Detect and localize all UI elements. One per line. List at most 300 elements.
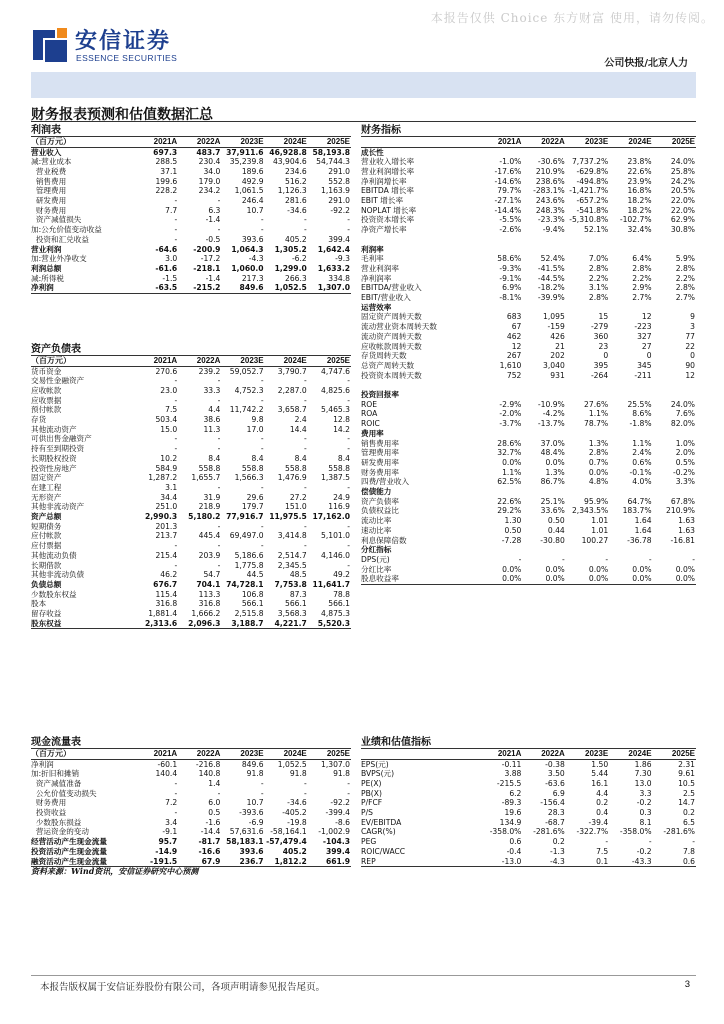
ratios-cell: 210.9% bbox=[666, 506, 696, 516]
page-number: 3 bbox=[684, 979, 690, 990]
ratios-cell: 0.0% bbox=[522, 574, 565, 584]
table-row bbox=[31, 541, 351, 551]
ratios-row-label: 投资资本周转天数 bbox=[361, 370, 422, 380]
ratios-cell: 462 bbox=[506, 331, 522, 341]
ratios-row-label: 投资资本增长率 bbox=[361, 215, 415, 225]
valuation-cell: -4.3 bbox=[522, 857, 565, 867]
ratios-cell: 2.0% bbox=[675, 448, 696, 458]
ratios-cell: 1.64 bbox=[634, 525, 652, 535]
ratios-cell bbox=[653, 235, 696, 245]
balance-cell: 558.8 bbox=[328, 463, 350, 473]
cashflow-cell: 3.4 bbox=[165, 817, 178, 827]
valuation-cell: - bbox=[648, 837, 652, 847]
valuation-cell: -358.0% bbox=[619, 827, 652, 837]
income-cell: 1,305.2 bbox=[274, 244, 307, 254]
balance-cell: 2,514.7 bbox=[277, 550, 307, 560]
balance-year-header: 2022A bbox=[178, 355, 221, 366]
balance-cell: 239.2 bbox=[198, 366, 221, 376]
ratios-cell: 1.01 bbox=[591, 525, 609, 535]
table-row bbox=[361, 468, 696, 478]
balance-cell: - bbox=[217, 521, 221, 531]
income-cell: -200.9 bbox=[193, 244, 221, 254]
ratios-cell: 1.3% bbox=[545, 467, 565, 477]
cashflow-cell: - bbox=[174, 778, 178, 788]
ratios-cell bbox=[479, 487, 522, 497]
balance-cell: - bbox=[304, 541, 307, 551]
ratios-cell: 12 bbox=[511, 341, 522, 351]
ratios-cell bbox=[609, 147, 652, 157]
valuation-row-label: EV/EBITDA bbox=[361, 817, 402, 827]
cashflow-cell: 399.4 bbox=[325, 846, 350, 856]
income-cell: - bbox=[260, 215, 264, 225]
cashflow-row-label: 融资活动产生现金流量 bbox=[31, 857, 135, 867]
ratios-row-label: EBITDA/营业收入 bbox=[361, 283, 422, 293]
income-row-label: 营业收入 bbox=[31, 147, 62, 157]
balance-cell: - bbox=[174, 444, 178, 454]
ratios-cell: 0.50 bbox=[547, 516, 565, 526]
valuation-row-label: EPS(元) bbox=[361, 759, 389, 769]
ratios-cell: -30.80 bbox=[540, 535, 565, 545]
table-row bbox=[361, 789, 696, 799]
logo-name: 安信证券 bbox=[75, 29, 172, 54]
income-cell: 43,904.6 bbox=[272, 157, 307, 167]
ratios-cell: 58.6% bbox=[497, 254, 522, 264]
balance-cell: 12.8 bbox=[333, 415, 350, 425]
table-row bbox=[31, 779, 351, 789]
ratios-cell: 0.50 bbox=[504, 525, 522, 535]
cashflow-cell: - bbox=[347, 788, 350, 798]
table-row bbox=[361, 283, 696, 293]
balance-cell: - bbox=[304, 376, 307, 386]
balance-cell: 74,728.1 bbox=[226, 579, 264, 589]
ratios-cell bbox=[609, 245, 652, 255]
income-year-header: 2023E bbox=[221, 136, 264, 147]
ratios-cell: 4.8% bbox=[588, 477, 609, 487]
cashflow-cell: -58,164.1 bbox=[270, 827, 307, 837]
ratios-cell: 0.0% bbox=[502, 564, 522, 574]
balance-cell: 213.7 bbox=[155, 531, 178, 541]
income-cell: 234.6 bbox=[285, 166, 307, 176]
balance-cell: 5,186.6 bbox=[234, 550, 264, 560]
table-row bbox=[361, 565, 696, 575]
valuation-cell: 8.1 bbox=[639, 817, 652, 827]
ratios-cell: -2.9% bbox=[499, 399, 522, 409]
table-row bbox=[31, 570, 351, 580]
income-cell: 1,163.9 bbox=[321, 186, 350, 196]
balance-cell: 34.4 bbox=[160, 492, 178, 502]
table-row bbox=[361, 225, 696, 235]
cashflow-cell: -191.5 bbox=[135, 857, 178, 867]
valuation-year-header: 2025E bbox=[653, 748, 696, 759]
balance-cell: 46.2 bbox=[160, 570, 178, 580]
table-row bbox=[361, 303, 696, 313]
ratios-cell: 0.44 bbox=[547, 525, 565, 535]
ratios-row-label: 应收帐款周转天数 bbox=[361, 341, 422, 351]
table-row bbox=[361, 837, 696, 847]
table-row bbox=[31, 366, 351, 376]
ratios-cell: 3,040 bbox=[543, 360, 565, 370]
balance-cell: - bbox=[260, 521, 264, 531]
table-row bbox=[361, 274, 696, 284]
ratios-cell: -27.1% bbox=[494, 196, 522, 206]
ratios-cell: 248.3% bbox=[535, 205, 565, 215]
table-row bbox=[31, 493, 351, 503]
balance-cell: 503.4 bbox=[155, 415, 178, 425]
table-row bbox=[361, 186, 696, 196]
balance-row-label: 在建工程 bbox=[31, 482, 62, 492]
table-row bbox=[31, 847, 351, 857]
valuation-cell: 10.5 bbox=[678, 778, 696, 788]
ratios-cell: -283.1% bbox=[533, 186, 565, 196]
ratios-cell bbox=[653, 380, 696, 390]
table-row bbox=[31, 531, 351, 541]
ratios-cell bbox=[566, 235, 609, 245]
ratios-cell: 9 bbox=[690, 312, 696, 322]
ratios-cell: 79.7% bbox=[497, 186, 522, 196]
balance-cell: 8.4 bbox=[294, 453, 307, 463]
cashflow-cell: -1,002.9 bbox=[318, 827, 350, 837]
cashflow-cell: -60.1 bbox=[157, 759, 178, 769]
balance-cell: - bbox=[174, 376, 178, 386]
income-row-label: 投资和汇兑收益 bbox=[31, 234, 89, 244]
ratios-row-label: 净利润率 bbox=[361, 273, 392, 283]
balance-cell: - bbox=[217, 376, 221, 386]
table-row bbox=[361, 177, 696, 187]
balance-cell: 3,568.3 bbox=[277, 609, 307, 619]
ratios-cell: -657.2% bbox=[576, 196, 609, 206]
table-row bbox=[361, 419, 696, 429]
ratios-cell: -494.8% bbox=[576, 176, 609, 186]
table-row bbox=[361, 312, 696, 322]
ratios-cell: -14.4% bbox=[494, 205, 522, 215]
ratios-cell: 2.2% bbox=[675, 273, 696, 283]
valuation-cell: -63.6 bbox=[545, 778, 565, 788]
balance-cell: - bbox=[174, 434, 178, 444]
income-cell: - bbox=[174, 215, 178, 225]
income-cell: - bbox=[174, 225, 178, 235]
ratios-cell: 22.6% bbox=[627, 166, 652, 176]
ratios-cell: 0.0% bbox=[675, 564, 696, 574]
income-cell: 849.6 bbox=[221, 283, 264, 293]
valuation-cell: -215.5 bbox=[496, 778, 522, 788]
table-row bbox=[361, 157, 696, 167]
income-cell: -61.6 bbox=[155, 263, 178, 273]
balance-cell: - bbox=[347, 434, 350, 444]
balance-year-header: 2021A bbox=[135, 355, 178, 366]
balance-cell: - bbox=[260, 541, 264, 551]
balance-row-label: 留存收益 bbox=[31, 609, 62, 619]
table-row bbox=[361, 448, 696, 458]
ratios-row-label: 投资回报率 bbox=[361, 390, 399, 400]
cashflow-cell: 57,631.6 bbox=[229, 827, 264, 837]
ratios-cell: 1.63 bbox=[678, 516, 696, 526]
valuation-cell: - bbox=[692, 837, 696, 847]
ratios-row-label: 股息收益率 bbox=[361, 574, 479, 584]
balance-cell: - bbox=[217, 395, 221, 405]
balance-cell: - bbox=[304, 434, 307, 444]
valuation-year-header: 2023E bbox=[566, 748, 609, 759]
cashflow-cell: 236.7 bbox=[221, 857, 264, 867]
balance-row-label: 投资性房地产 bbox=[31, 463, 77, 473]
income-row-label: 财务费用 bbox=[31, 205, 67, 215]
ratios-cell: 395 bbox=[593, 360, 609, 370]
balance-cell: 218.9 bbox=[198, 502, 221, 512]
income-cell: 199.6 bbox=[155, 176, 178, 186]
table-row bbox=[31, 235, 351, 245]
ratios-row-label: ROE bbox=[361, 399, 378, 409]
ratios-row-label: NOPLAT 增长率 bbox=[361, 205, 417, 215]
balance-row-label: 长期借款 bbox=[31, 560, 62, 570]
ratios-cell: -1,421.7% bbox=[569, 186, 609, 196]
cashflow-cell: 0.5 bbox=[208, 808, 221, 818]
income-cell: 46,928.8 bbox=[269, 147, 307, 157]
ratios-cell: 1.1% bbox=[632, 438, 652, 448]
balance-cell: 558.8 bbox=[198, 463, 221, 473]
ratios-cell: - bbox=[648, 555, 652, 564]
balance-cell: 4,752.3 bbox=[234, 385, 264, 395]
ratios-cell: 3 bbox=[690, 322, 696, 332]
balance-cell: 1,287.2 bbox=[148, 473, 178, 483]
income-cell: 1,642.4 bbox=[317, 244, 350, 254]
valuation-cell: 3.3 bbox=[639, 788, 652, 798]
balance-cell: 5,520.3 bbox=[308, 619, 351, 629]
valuation-table bbox=[361, 734, 696, 867]
income-title: 利润表 bbox=[31, 122, 351, 136]
ratios-cell: -159 bbox=[547, 322, 565, 332]
balance-cell: 29.6 bbox=[246, 492, 264, 502]
ratios-row-label: 负债权益比 bbox=[361, 506, 399, 516]
header-banner bbox=[31, 72, 696, 98]
table-row bbox=[31, 551, 351, 561]
cashflow-cell: -92.2 bbox=[330, 798, 350, 808]
income-cell: 189.6 bbox=[241, 166, 264, 176]
income-cell: -92.2 bbox=[330, 205, 350, 215]
ratios-cell: 8.6% bbox=[632, 409, 652, 419]
income-year-header: 2025E bbox=[308, 136, 351, 147]
ratios-cell: 100.27 bbox=[581, 535, 609, 545]
balance-cell: 14.2 bbox=[333, 424, 350, 434]
ratios-row-label: 净利润增长率 bbox=[361, 176, 407, 186]
ratios-cell: 0.0% bbox=[588, 467, 609, 477]
valuation-title-row bbox=[361, 734, 696, 748]
cashflow-cell: - bbox=[304, 778, 307, 788]
ratios-cell bbox=[609, 545, 652, 555]
ratios-cell: 360 bbox=[593, 331, 609, 341]
ratios-cell: 62.5% bbox=[497, 477, 522, 487]
ratios-cell bbox=[566, 429, 609, 439]
ratios-cell bbox=[653, 245, 696, 255]
cashflow-cell: -104.3 bbox=[322, 837, 350, 847]
ratios-cell bbox=[566, 380, 609, 390]
ratios-cell: -264 bbox=[590, 370, 609, 380]
table-row bbox=[31, 818, 351, 828]
valuation-year-header: 2024E bbox=[609, 748, 652, 759]
cashflow-cell: 393.6 bbox=[239, 846, 264, 856]
ratios-cell bbox=[522, 380, 565, 390]
valuation-cell: -281.6% bbox=[533, 827, 565, 837]
income-cell: 246.4 bbox=[241, 196, 264, 206]
valuation-cell: 3.88 bbox=[504, 769, 522, 779]
table-row bbox=[361, 429, 696, 439]
ratios-cell: 78.7% bbox=[584, 419, 609, 429]
balance-cell: 14.4 bbox=[289, 424, 307, 434]
cashflow-year-header: 2025E bbox=[308, 748, 351, 759]
cashflow-cell: 661.9 bbox=[308, 857, 351, 867]
income-cell: 1,633.2 bbox=[317, 263, 350, 273]
ratios-cell: 0.0% bbox=[609, 574, 652, 584]
table-row bbox=[31, 254, 351, 264]
cashflow-cell: 140.4 bbox=[155, 769, 178, 779]
ratios-cell: 23 bbox=[598, 341, 609, 351]
income-row-label: 加:营业外净收支 bbox=[31, 254, 87, 264]
table-row bbox=[31, 502, 351, 512]
balance-cell: 1,666.2 bbox=[191, 609, 221, 619]
ratios-row-label: EBIT/营业收入 bbox=[361, 293, 411, 303]
ratios-row-label: 偿债能力 bbox=[361, 487, 392, 497]
valuation-cell: 6.5 bbox=[682, 817, 696, 827]
ratios-row-label bbox=[361, 380, 479, 390]
balance-cell: 69,497.0 bbox=[229, 531, 264, 541]
table-row bbox=[31, 837, 351, 847]
valuation-cell: 28.3 bbox=[547, 808, 565, 818]
ratios-cell: -2.6% bbox=[499, 225, 522, 235]
table-row bbox=[31, 167, 351, 177]
ratios-row-label: 总资产周转天数 bbox=[361, 360, 415, 370]
ratios-row-label: 研发费用率 bbox=[361, 457, 399, 467]
balance-cell: 5,101.0 bbox=[321, 531, 350, 541]
valuation-row-label: ROIC/WACC bbox=[361, 846, 406, 856]
table-row bbox=[361, 342, 696, 352]
ratios-cell: 3.1% bbox=[588, 283, 609, 293]
income-cell: 179.0 bbox=[198, 176, 221, 186]
ratios-cell: -1.0% bbox=[499, 157, 522, 167]
table-row bbox=[31, 759, 351, 769]
cashflow-unit: （百万元） bbox=[31, 748, 135, 759]
balance-cell: 4,146.0 bbox=[321, 550, 350, 560]
ratios-unit bbox=[361, 136, 479, 147]
ratios-cell: 23.9% bbox=[627, 176, 652, 186]
cashflow-cell: 10.7 bbox=[246, 798, 264, 808]
cashflow-row-label: 公允价值变动损失 bbox=[31, 788, 97, 798]
income-cell: 1,061.5 bbox=[234, 186, 264, 196]
table-row bbox=[361, 332, 696, 342]
cashflow-cell: -405.2 bbox=[282, 808, 307, 818]
ratios-cell bbox=[653, 147, 696, 157]
ratios-cell: 29.2% bbox=[497, 506, 522, 516]
income-cell: - bbox=[174, 234, 178, 244]
company-logo bbox=[31, 24, 181, 66]
balance-cell: 2.4 bbox=[294, 415, 307, 425]
table-row bbox=[361, 254, 696, 264]
ratios-cell: 0 bbox=[646, 351, 652, 361]
balance-row-label: 应付帐款 bbox=[31, 531, 62, 541]
ratios-cell: 25.8% bbox=[670, 166, 696, 176]
income-cell: 37,911.6 bbox=[226, 147, 264, 157]
ratios-cell: 16.8% bbox=[627, 186, 652, 196]
balance-cell: 270.6 bbox=[155, 366, 178, 376]
ratios-cell: 1.63 bbox=[678, 525, 696, 535]
balance-cell: 27.2 bbox=[289, 492, 307, 502]
ratios-row-label: 存货周转天数 bbox=[361, 351, 407, 361]
balance-cell: 77,916.7 bbox=[226, 512, 264, 522]
income-cell: - bbox=[347, 215, 350, 225]
ratios-cell: -2.0% bbox=[499, 409, 522, 419]
ratios-cell: -0.1% bbox=[629, 467, 652, 477]
income-cell: -17.2 bbox=[200, 254, 221, 264]
table-row bbox=[361, 497, 696, 507]
ratios-cell bbox=[609, 429, 652, 439]
valuation-row-label: P/S bbox=[361, 808, 373, 818]
balance-cell: 11,641.7 bbox=[312, 579, 350, 589]
balance-cell: 106.8 bbox=[241, 589, 264, 599]
ratios-cell: 2.2% bbox=[588, 273, 609, 283]
ratios-cell: -39.9% bbox=[537, 293, 565, 303]
balance-cell: 11.3 bbox=[203, 424, 221, 434]
ratios-cell: 752 bbox=[506, 370, 522, 380]
ratios-year-header: 2022A bbox=[522, 136, 565, 147]
ratios-cell: 683 bbox=[506, 312, 522, 322]
cashflow-row-label: 资产减值准备 bbox=[31, 778, 82, 788]
ratios-row-label: 营业利润率 bbox=[361, 263, 399, 273]
balance-title-row bbox=[31, 341, 351, 355]
income-cell: 334.8 bbox=[328, 273, 350, 283]
balance-cell: 2,345.5 bbox=[277, 560, 307, 570]
income-cell: 54,744.3 bbox=[316, 157, 350, 167]
valuation-cell: -13.0 bbox=[479, 857, 522, 867]
ratios-cell: -5.5% bbox=[499, 215, 522, 225]
cashflow-row-label: 少数股东损益 bbox=[31, 817, 82, 827]
ratios-cell: -9.4% bbox=[542, 225, 565, 235]
income-statement-table bbox=[31, 122, 351, 294]
cashflow-cell: 91.8 bbox=[333, 769, 350, 779]
ratios-cell: -17.6% bbox=[494, 166, 522, 176]
balance-cell: - bbox=[217, 482, 221, 492]
valuation-cell: 7.30 bbox=[634, 769, 652, 779]
balance-row-label: 资产总额 bbox=[31, 512, 62, 522]
income-cell: 58,193.8 bbox=[312, 147, 350, 157]
balance-cell: 3,188.7 bbox=[221, 619, 264, 629]
cashflow-cell: 1,812.2 bbox=[265, 857, 308, 867]
ratios-cell: 22.0% bbox=[670, 205, 696, 215]
balance-row-label: 其他流动资产 bbox=[31, 424, 77, 434]
valuation-cell: -281.6% bbox=[663, 827, 696, 837]
valuation-year-header: 2022A bbox=[522, 748, 565, 759]
income-cell: 34.0 bbox=[203, 166, 221, 176]
valuation-cell: 6.2 bbox=[509, 788, 522, 798]
balance-cell: 3,790.7 bbox=[277, 366, 307, 376]
balance-cell: 9.8 bbox=[251, 415, 264, 425]
ratios-cell: 18.2% bbox=[627, 196, 652, 206]
ratios-cell: 2.8% bbox=[632, 263, 652, 273]
ratios-row-label: 分红比率 bbox=[361, 564, 392, 574]
ratios-cell: 2.7% bbox=[675, 293, 696, 303]
ratios-cell: 82.0% bbox=[670, 419, 696, 429]
table-row bbox=[31, 798, 351, 808]
valuation-cell: -89.3 bbox=[501, 798, 522, 808]
balance-row-label: 其他非流动负债 bbox=[31, 570, 85, 580]
valuation-cell: 3.50 bbox=[547, 769, 565, 779]
table-row bbox=[31, 264, 351, 274]
income-cell: 516.2 bbox=[285, 176, 307, 186]
balance-cell: - bbox=[260, 376, 264, 386]
balance-row-label: 股东权益 bbox=[31, 619, 135, 629]
ratios-cell: - bbox=[605, 555, 609, 564]
ratios-cell: -44.5% bbox=[537, 273, 565, 283]
valuation-row-label: P/FCF bbox=[361, 798, 383, 808]
cashflow-cell: 1,307.0 bbox=[321, 759, 350, 769]
income-row-label: 管理费用 bbox=[31, 186, 67, 196]
table-row bbox=[361, 857, 696, 867]
